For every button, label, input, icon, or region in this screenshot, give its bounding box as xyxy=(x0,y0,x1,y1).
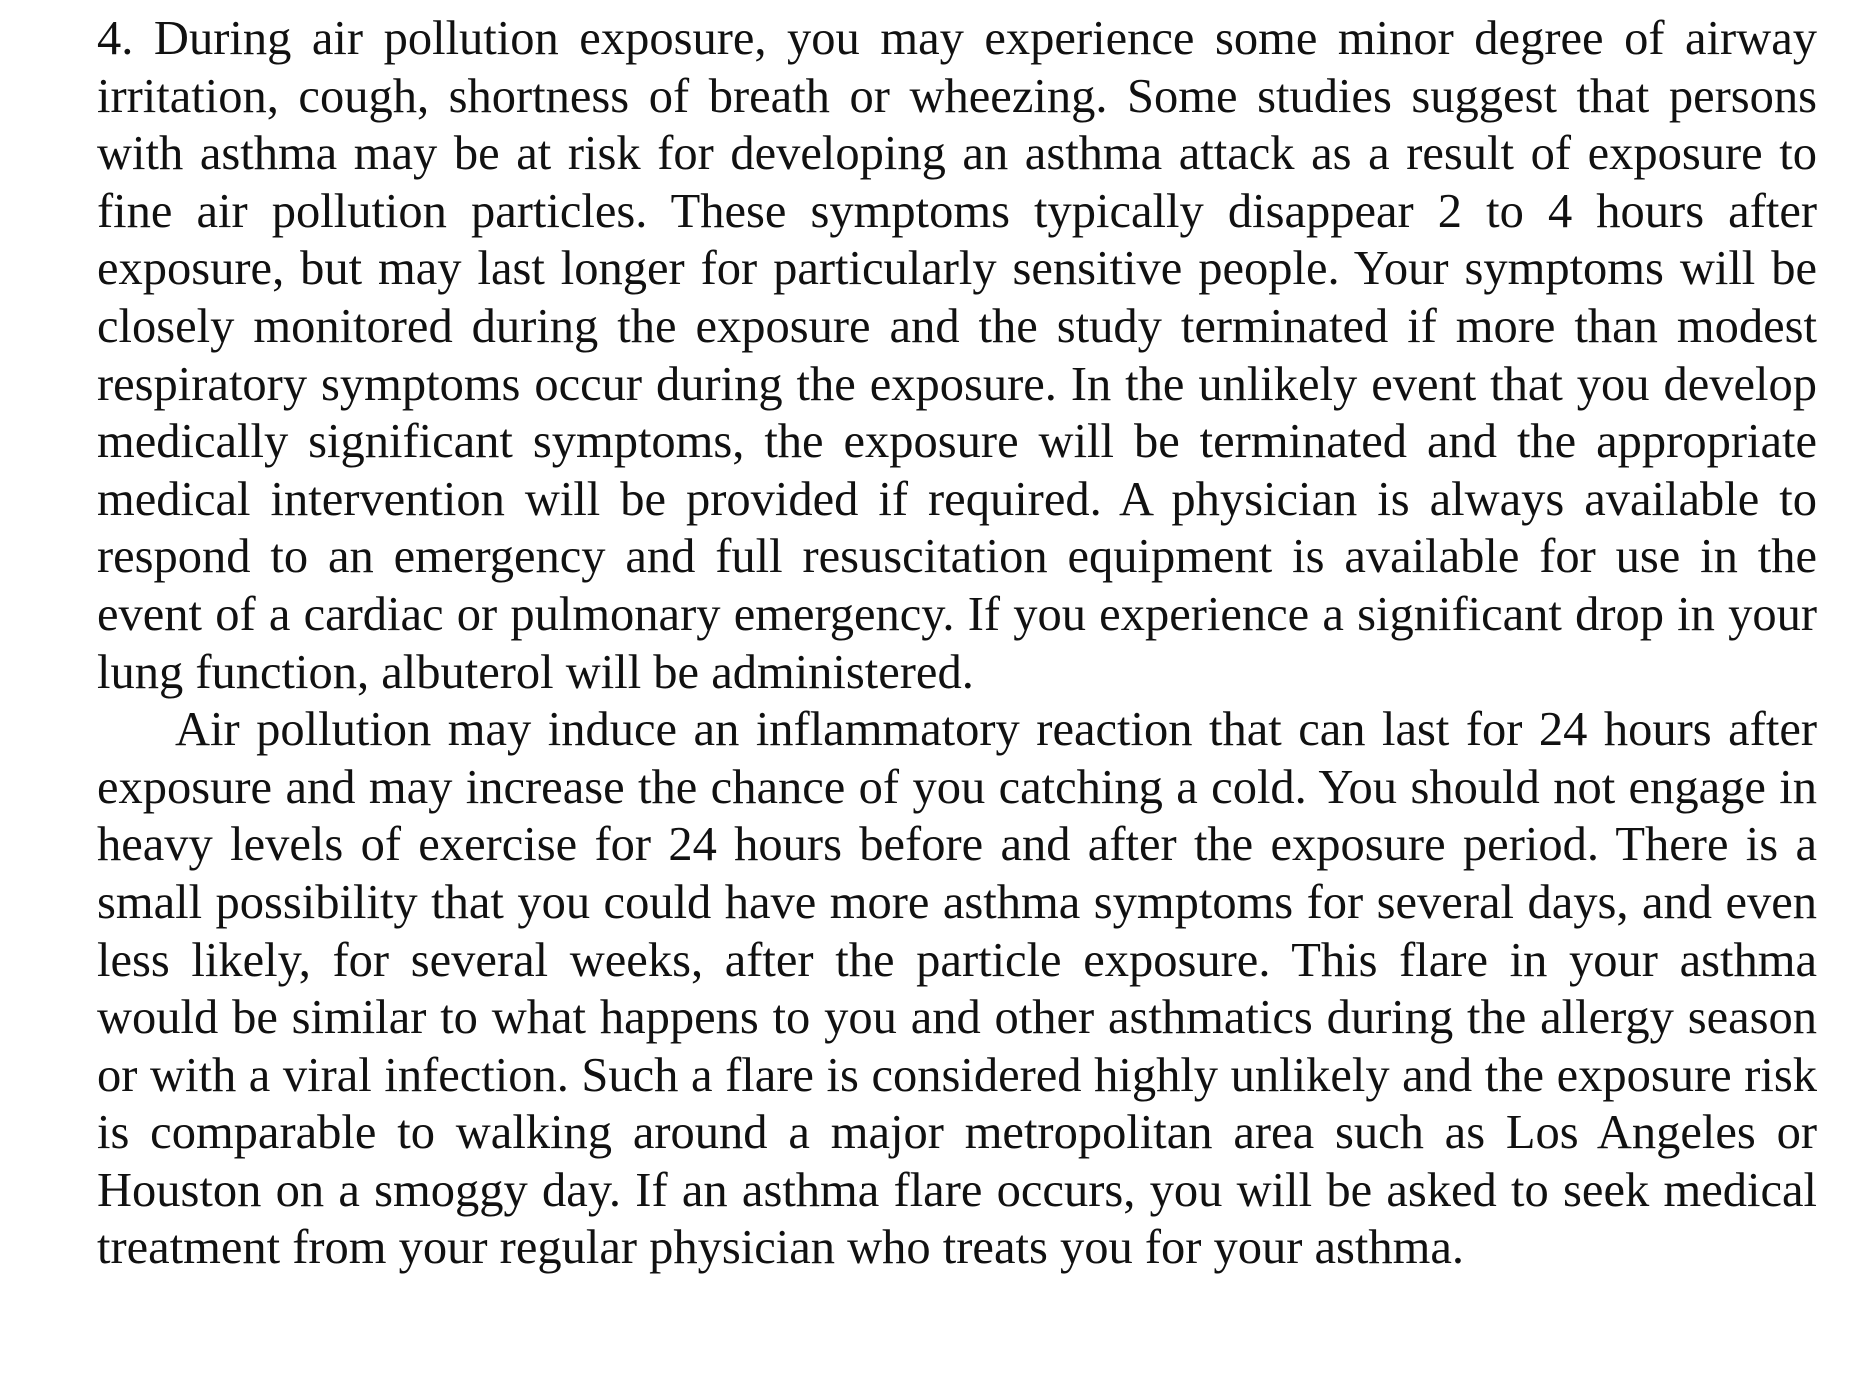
paragraph-item-4: 4. During air pollution exposure, you may experience some minor degree of airway irritation, cough, shortness of breath or wheezing. Some studies suggest that persons with asthma may be at risk for developing an asthma attack as a result of exposure to fine air pollution particles. These symptoms typically disappear 2 to 4 hours after exposure, but may last longer for particularly sensitive people. Your symptoms will be closely monitored during the exposure and the study terminated if more than modest respiratory symptoms occur during the exposure. In the unlikely event that you develop medically significant symptoms, the exposure will be terminated and the appropriate medical intervention will be provided if required. A physician is always available to respond to an emergency and full resuscitation equipment is available for use in the event of a cardiac or pulmonary emergency. If you experience a significant drop in your lung function, albuterol will be administered. xyxy=(97,12,1817,699)
document-page xyxy=(97,10,1817,1277)
paragraph-inflammation: Air pollution may induce an inflammatory reaction that can last for 24 hours after exposure and may increase the chance of you catching a cold. You should not engage in heavy levels of exercise for 24 hours before and after the exposure period. There is a small possibility that you could have more asthma symptoms for several days, and even less likely, for several weeks, after the particle exposure. This flare in your asthma would be similar to what happens to you and other asthmatics during the allergy season or with a viral infection. Such a flare is considered highly unlikely and the exposure risk is comparable to walking around a major metropolitan area such as Los Angeles or Houston on a smoggy day. If an asthma flare occurs, you will be asked to seek medical treatment from your regular physician who treats you for your asthma. xyxy=(97,703,1817,1275)
